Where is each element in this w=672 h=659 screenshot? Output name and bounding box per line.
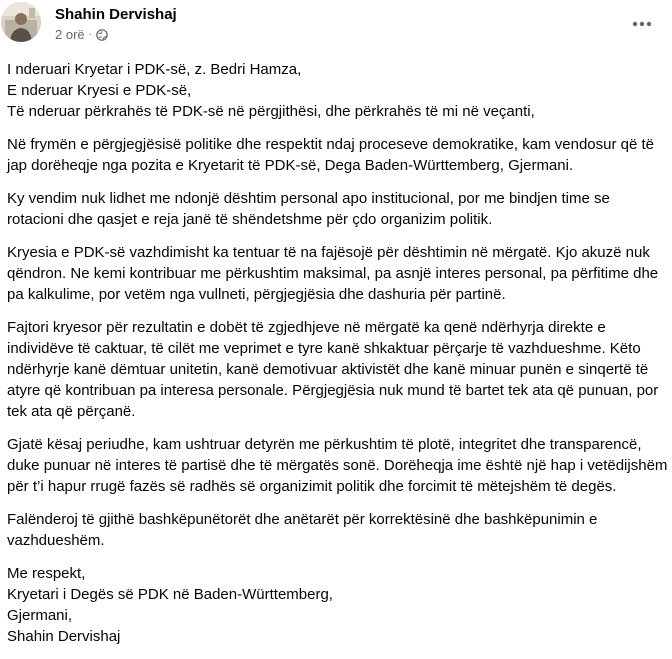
text-line: Gjatë kësaj periudhe, kam ushtruar detyrën me përkushtim të plotë, integritet dhe transparencë, [7, 436, 642, 453]
more-options-button[interactable] [624, 10, 660, 38]
text-line: Kryesia e PDK-së vazhdimisht ka tentuar të na fajësojë për dështimin në mërgatë. Kjo akuzë nuk [7, 244, 650, 261]
text-line: ndërhyrje kanë dëmtuar unitetin, kanë demotivuar aktivistët dhe kanë minuar punën e sinqertë të [7, 361, 649, 378]
text-line: për t’i hapur rrugë fazës së radhës së organizimit politik dhe forcimit të mëtejshëm të degës. [7, 478, 617, 495]
text-line: vazhdueshëm. [7, 532, 105, 549]
paragraph [7, 242, 662, 305]
post-body [7, 59, 668, 659]
post-timestamp[interactable]: 2 orë [55, 27, 85, 42]
meta-separator: · [88, 29, 92, 40]
globe-icon[interactable] [96, 29, 108, 41]
text-line: Në frymën e përgjegjësisë politike dhe respektit ndaj proceseve demokratike, kam vendosur që të [7, 136, 655, 153]
text-line: Me respekt, [7, 565, 86, 582]
text-line: jap dorëheqje nga pozita e Kryetarit të PDK-së, Dega Baden-Württemberg, Gjermani. [7, 157, 574, 174]
text-line: Fajtori kryesor për rezultatin e dobët të zgjedhjeve në mërgatë ka qenë ndërhyrja direkte e [7, 319, 606, 336]
post-header [0, 0, 672, 52]
text-line: pa kalkulime, por vetëm nga vullneti, përgjegjësia dhe dashuria për partinë. [7, 286, 506, 303]
author-name[interactable]: Shahin Dervishaj [55, 6, 177, 23]
text-line: Gjermani, [7, 607, 73, 624]
text-line: rotacioni dhe qasjet e reja janë të shëndetshme për çdo organizim politik. [7, 211, 493, 228]
signature [7, 563, 662, 647]
text-line: duke punuar në interes të partisë dhe të mërgatës sonë. Dorëheqja ime është një hap i vetëdijshëm [7, 457, 668, 474]
author-avatar[interactable] [1, 2, 41, 42]
avatar-photo [1, 2, 41, 42]
paragraph [7, 134, 662, 176]
text-line: Ky vendim nuk lidhet me ndonjë dështim personal apo institucional, por me bindjen time se [7, 190, 610, 207]
text-line: qëndron. Ne kemi kontribuar me përkushtim maksimal, pa asnjë interes personal, pa përfitime dhe [7, 265, 659, 282]
paragraph [7, 188, 662, 230]
paragraph [7, 509, 662, 551]
text-line: Falënderoj të gjithë bashkëpunëtorët dhe anëtarët për korrektësinë dhe bashkëpunimin e [7, 511, 598, 528]
more-options-icon [632, 21, 652, 27]
text-line: atyre që kontribuan pa interesa personale. Përgjegjësia nuk mund të bartet tek ata që punuan, por [7, 382, 659, 399]
text-line: Kryetari i Degës së PDK në Baden-Württemberg, [7, 586, 333, 603]
text-line: individëve të caktuar, të cilët me veprimet e tyre kanë shkaktuar përçarje të vazhdueshme. Këto [7, 340, 641, 357]
text-line: E nderuar Kryesi e PDK-së, [7, 82, 192, 99]
post-meta [55, 27, 108, 43]
text-line: I nderuari Kryetar i PDK-së, z. Bedri Hamza, [7, 61, 302, 78]
text-line: tek ata që përçanë. [7, 403, 136, 420]
paragraph [7, 317, 662, 422]
text-line: Shahin Dervishaj [7, 628, 121, 645]
text-line: Të nderuar përkrahës të PDK-së në përgjithësi, dhe përkrahës të mi në veçanti, [7, 103, 535, 120]
paragraph [7, 59, 662, 122]
paragraph [7, 434, 668, 497]
